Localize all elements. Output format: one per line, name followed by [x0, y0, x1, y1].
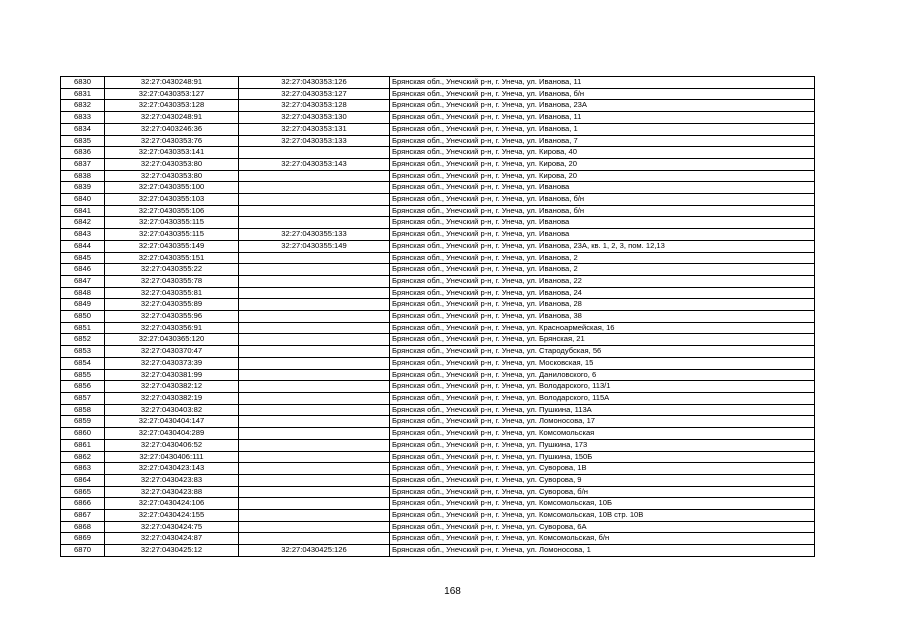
building-number-cell: [239, 498, 390, 510]
building-number-cell: [239, 205, 390, 217]
row-number-cell: 6866: [61, 498, 105, 510]
building-number-cell: [239, 533, 390, 545]
page-number: 168: [444, 586, 461, 597]
building-number-cell: [239, 451, 390, 463]
table-row: [61, 416, 815, 428]
cadastral-number-cell: 32:27:0430404:289: [105, 428, 239, 440]
row-number-cell: 6835: [61, 135, 105, 147]
row-number-cell: 6858: [61, 404, 105, 416]
cadastral-number-cell: 32:27:0430382:12: [105, 381, 239, 393]
building-number-cell: [239, 287, 390, 299]
table-row: [61, 498, 815, 510]
building-number-cell: [239, 322, 390, 334]
table-row: [61, 533, 815, 545]
table-row: [61, 463, 815, 475]
cadastral-number-cell: 32:27:0430356:91: [105, 322, 239, 334]
cadastral-number-cell: 32:27:0430423:83: [105, 474, 239, 486]
address-cell: Брянская обл., Унечский р-н, г. Унеча, ул. Иванова, 23А, кв. 1, 2, 3, пом. 12,13: [390, 240, 815, 252]
cadastral-number-cell: 32:27:0430370:47: [105, 346, 239, 358]
table-row: [61, 158, 815, 170]
table-row: [61, 205, 815, 217]
row-number-cell: 6833: [61, 112, 105, 124]
building-number-cell: [239, 510, 390, 522]
building-number-cell: [239, 147, 390, 159]
table-row: [61, 369, 815, 381]
row-number-cell: 6843: [61, 229, 105, 241]
row-number-cell: 6870: [61, 545, 105, 557]
row-number-cell: 6850: [61, 311, 105, 323]
cadastral-number-cell: 32:27:0430424:155: [105, 510, 239, 522]
row-number-cell: 6848: [61, 287, 105, 299]
address-cell: Брянская обл., Унечский р-н, г. Унеча, ул. Стародубская, 56: [390, 346, 815, 358]
address-cell: Брянская обл., Унечский р-н, г. Унеча, ул. Комсомольская, 10Б: [390, 498, 815, 510]
row-number-cell: 6837: [61, 158, 105, 170]
address-cell: Брянская обл., Унечский р-н, г. Унеча, ул. Иванова, б/н: [390, 194, 815, 206]
row-number-cell: 6847: [61, 275, 105, 287]
table-row: [61, 545, 815, 557]
cadastral-number-cell: 32:27:0430355:89: [105, 299, 239, 311]
table-row: [61, 287, 815, 299]
building-number-cell: [239, 474, 390, 486]
row-number-cell: 6864: [61, 474, 105, 486]
address-cell: Брянская обл., Унечский р-н, г. Унеча, ул. Кирова, 20: [390, 170, 815, 182]
address-cell: Брянская обл., Унечский р-н, г. Унеча, ул. Кирова, 20: [390, 158, 815, 170]
cadastral-number-cell: 32:27:0430355:103: [105, 194, 239, 206]
cadastral-number-cell: 32:27:0430355:115: [105, 229, 239, 241]
address-cell: Брянская обл., Унечский р-н, г. Унеча, ул. Иванова, 2: [390, 252, 815, 264]
address-cell: Брянская обл., Унечский р-н, г. Унеча, ул. Комсомольская, б/н: [390, 533, 815, 545]
cadastral-number-cell: 32:27:0430353:127: [105, 88, 239, 100]
address-cell: Брянская обл., Унечский р-н, г. Унеча, ул. Иванова, 11: [390, 77, 815, 89]
row-number-cell: 6863: [61, 463, 105, 475]
table-row: [61, 322, 815, 334]
building-number-cell: [239, 486, 390, 498]
table-row: [61, 123, 815, 135]
building-number-cell: [239, 428, 390, 440]
building-number-cell: [239, 381, 390, 393]
cadastral-number-cell: 32:27:0403246:36: [105, 123, 239, 135]
table-row: [61, 135, 815, 147]
cadastral-number-cell: 32:27:0430355:22: [105, 264, 239, 276]
row-number-cell: 6867: [61, 510, 105, 522]
table-row: [61, 100, 815, 112]
table-row: [61, 510, 815, 522]
building-number-cell: [239, 252, 390, 264]
table-row: [61, 217, 815, 229]
table-row: [61, 240, 815, 252]
cadastral-number-cell: 32:27:0430353:141: [105, 147, 239, 159]
cadastral-number-cell: 32:27:0430355:78: [105, 275, 239, 287]
building-number-cell: [239, 346, 390, 358]
cadastral-number-cell: 32:27:0430424:106: [105, 498, 239, 510]
building-number-cell: [239, 369, 390, 381]
table-row: [61, 346, 815, 358]
table-row: [61, 486, 815, 498]
address-cell: Брянская обл., Унечский р-н, г. Унеча, ул. Ломоносова, 1: [390, 545, 815, 557]
building-number-cell: [239, 357, 390, 369]
building-number-cell: 32:27:0430353:126: [239, 77, 390, 89]
row-number-cell: 6865: [61, 486, 105, 498]
address-cell: Брянская обл., Унечский р-н, г. Унеча, ул. Иванова, 11: [390, 112, 815, 124]
row-number-cell: 6853: [61, 346, 105, 358]
address-cell: Брянская обл., Унечский р-н, г. Унеча, ул. Суворова, 9: [390, 474, 815, 486]
table-row: [61, 229, 815, 241]
table-row: [61, 521, 815, 533]
building-number-cell: [239, 334, 390, 346]
building-number-cell: 32:27:0430355:133: [239, 229, 390, 241]
table-row: [61, 392, 815, 404]
row-number-cell: 6862: [61, 451, 105, 463]
row-number-cell: 6846: [61, 264, 105, 276]
table-row: [61, 147, 815, 159]
row-number-cell: 6831: [61, 88, 105, 100]
address-cell: Брянская обл., Унечский р-н, г. Унеча, ул. Иванова, 24: [390, 287, 815, 299]
row-number-cell: 6842: [61, 217, 105, 229]
row-number-cell: 6838: [61, 170, 105, 182]
address-cell: Брянская обл., Унечский р-н, г. Унеча, ул. Пушкина, 113А: [390, 404, 815, 416]
table-row: [61, 77, 815, 89]
table-row: [61, 88, 815, 100]
address-cell: Брянская обл., Унечский р-н, г. Унеча, ул. Красноармейская, 16: [390, 322, 815, 334]
address-cell: Брянская обл., Унечский р-н, г. Унеча, ул. Кирова, 40: [390, 147, 815, 159]
table-row: [61, 194, 815, 206]
cadastral-number-cell: 32:27:0430373:39: [105, 357, 239, 369]
row-number-cell: 6854: [61, 357, 105, 369]
address-cell: Брянская обл., Унечский р-н, г. Унеча, ул. Суворова, б/н: [390, 486, 815, 498]
row-number-cell: 6834: [61, 123, 105, 135]
cadastral-number-cell: 32:27:0430355:151: [105, 252, 239, 264]
table-row: [61, 439, 815, 451]
row-number-cell: 6861: [61, 439, 105, 451]
address-cell: Брянская обл., Унечский р-н, г. Унеча, ул. Иванова: [390, 217, 815, 229]
row-number-cell: 6832: [61, 100, 105, 112]
cadastral-number-cell: 32:27:0430353:80: [105, 170, 239, 182]
cadastral-number-cell: 32:27:0430406:111: [105, 451, 239, 463]
row-number-cell: 6839: [61, 182, 105, 194]
address-cell: Брянская обл., Унечский р-н, г. Унеча, ул. Ломоносова, 17: [390, 416, 815, 428]
address-cell: Брянская обл., Унечский р-н, г. Унеча, ул. Иванова, 38: [390, 311, 815, 323]
building-number-cell: [239, 275, 390, 287]
building-number-cell: [239, 463, 390, 475]
building-number-cell: [239, 182, 390, 194]
cadastral-number-cell: 32:27:0430365:120: [105, 334, 239, 346]
cadastral-number-cell: 32:27:0430248:91: [105, 77, 239, 89]
row-number-cell: 6860: [61, 428, 105, 440]
building-number-cell: [239, 404, 390, 416]
building-number-cell: 32:27:0430353:128: [239, 100, 390, 112]
building-number-cell: 32:27:0430353:133: [239, 135, 390, 147]
cadastral-number-cell: 32:27:0430353:128: [105, 100, 239, 112]
address-cell: Брянская обл., Унечский р-н, г. Унеча, ул. Иванова, 22: [390, 275, 815, 287]
building-number-cell: [239, 217, 390, 229]
building-number-cell: 32:27:0430355:149: [239, 240, 390, 252]
building-number-cell: [239, 170, 390, 182]
building-number-cell: [239, 392, 390, 404]
row-number-cell: 6869: [61, 533, 105, 545]
table-row: [61, 474, 815, 486]
row-number-cell: 6845: [61, 252, 105, 264]
row-number-cell: 6841: [61, 205, 105, 217]
address-cell: Брянская обл., Унечский р-н, г. Унеча, ул. Комсомольская: [390, 428, 815, 440]
row-number-cell: 6856: [61, 381, 105, 393]
row-number-cell: 6836: [61, 147, 105, 159]
building-number-cell: [239, 439, 390, 451]
address-cell: Брянская обл., Унечский р-н, г. Унеча, ул. Иванова, 7: [390, 135, 815, 147]
cadastral-number-cell: 32:27:0430355:100: [105, 182, 239, 194]
building-number-cell: 32:27:0430425:126: [239, 545, 390, 557]
address-cell: Брянская обл., Унечский р-н, г. Унеча, ул. Иванова, 1: [390, 123, 815, 135]
building-number-cell: 32:27:0430353:127: [239, 88, 390, 100]
table-row: [61, 311, 815, 323]
table-row: [61, 428, 815, 440]
cadastral-number-cell: 32:27:0430403:82: [105, 404, 239, 416]
row-number-cell: 6844: [61, 240, 105, 252]
table-row: [61, 381, 815, 393]
cadastral-number-cell: 32:27:0430381:99: [105, 369, 239, 381]
address-cell: Брянская обл., Унечский р-н, г. Унеча, ул. Иванова, 23А: [390, 100, 815, 112]
address-cell: Брянская обл., Унечский р-н, г. Унеча, ул. Московская, 15: [390, 357, 815, 369]
address-cell: Брянская обл., Унечский р-н, г. Унеча, ул. Пушкина, 173: [390, 439, 815, 451]
table-row: [61, 182, 815, 194]
cadastral-number-cell: 32:27:0430355:149: [105, 240, 239, 252]
cadastral-number-cell: 32:27:0430382:19: [105, 392, 239, 404]
table-row: [61, 451, 815, 463]
address-cell: Брянская обл., Унечский р-н, г. Унеча, ул. Суворова, 1В: [390, 463, 815, 475]
building-number-cell: [239, 264, 390, 276]
cadastral-number-cell: 32:27:0430425:12: [105, 545, 239, 557]
cadastral-number-cell: 32:27:0430355:115: [105, 217, 239, 229]
row-number-cell: 6849: [61, 299, 105, 311]
address-cell: Брянская обл., Унечский р-н, г. Унеча, ул. Иванова, б/н: [390, 88, 815, 100]
address-cell: Брянская обл., Унечский р-н, г. Унеча, ул. Пушкина, 150Б: [390, 451, 815, 463]
address-cell: Брянская обл., Унечский р-н, г. Унеча, ул. Иванова, 28: [390, 299, 815, 311]
cadastral-number-cell: 32:27:0430424:87: [105, 533, 239, 545]
building-number-cell: [239, 194, 390, 206]
cadastral-number-cell: 32:27:0430424:75: [105, 521, 239, 533]
row-number-cell: 6855: [61, 369, 105, 381]
cadastral-number-cell: 32:27:0430423:88: [105, 486, 239, 498]
building-number-cell: [239, 416, 390, 428]
cadastral-number-cell: 32:27:0430248:91: [105, 112, 239, 124]
registry-table-body: [61, 77, 815, 557]
table-row: [61, 357, 815, 369]
cadastral-number-cell: 32:27:0430423:143: [105, 463, 239, 475]
cadastral-number-cell: 32:27:0430406:52: [105, 439, 239, 451]
address-cell: Брянская обл., Унечский р-н, г. Унеча, ул. Володарского, 113/1: [390, 381, 815, 393]
row-number-cell: 6851: [61, 322, 105, 334]
table-row: [61, 404, 815, 416]
address-cell: Брянская обл., Унечский р-н, г. Унеча, ул. Комсомольская, 10В стр. 10В: [390, 510, 815, 522]
building-number-cell: [239, 521, 390, 533]
address-cell: Брянская обл., Унечский р-н, г. Унеча, ул. Иванова, 2: [390, 264, 815, 276]
table-row: [61, 299, 815, 311]
table-row: [61, 334, 815, 346]
building-number-cell: [239, 311, 390, 323]
address-cell: Брянская обл., Унечский р-н, г. Унеча, ул. Иванова, б/н: [390, 205, 815, 217]
row-number-cell: 6868: [61, 521, 105, 533]
row-number-cell: 6840: [61, 194, 105, 206]
cadastral-number-cell: 32:27:0430353:80: [105, 158, 239, 170]
row-number-cell: 6852: [61, 334, 105, 346]
cadastral-number-cell: 32:27:0430355:81: [105, 287, 239, 299]
table-row: [61, 264, 815, 276]
building-number-cell: 32:27:0430353:131: [239, 123, 390, 135]
registry-table: [60, 76, 815, 557]
building-number-cell: 32:27:0430353:130: [239, 112, 390, 124]
row-number-cell: 6859: [61, 416, 105, 428]
address-cell: Брянская обл., Унечский р-н, г. Унеча, ул. Володарского, 115А: [390, 392, 815, 404]
table-row: [61, 112, 815, 124]
table-row: [61, 170, 815, 182]
cadastral-number-cell: 32:27:0430355:96: [105, 311, 239, 323]
table-row: [61, 275, 815, 287]
row-number-cell: 6857: [61, 392, 105, 404]
cadastral-number-cell: 32:27:0430355:106: [105, 205, 239, 217]
address-cell: Брянская обл., Унечский р-н, г. Унеча, ул. Суворова, 6А: [390, 521, 815, 533]
building-number-cell: 32:27:0430353:143: [239, 158, 390, 170]
row-number-cell: 6830: [61, 77, 105, 89]
building-number-cell: [239, 299, 390, 311]
address-cell: Брянская обл., Унечский р-н, г. Унеча, ул. Брянская, 21: [390, 334, 815, 346]
table-row: [61, 252, 815, 264]
cadastral-number-cell: 32:27:0430404:147: [105, 416, 239, 428]
address-cell: Брянская обл., Унечский р-н, г. Унеча, ул. Даниловского, 6: [390, 369, 815, 381]
address-cell: Брянская обл., Унечский р-н, г. Унеча, ул. Иванова: [390, 229, 815, 241]
cadastral-number-cell: 32:27:0430353:76: [105, 135, 239, 147]
address-cell: Брянская обл., Унечский р-н, г. Унеча, ул. Иванова: [390, 182, 815, 194]
